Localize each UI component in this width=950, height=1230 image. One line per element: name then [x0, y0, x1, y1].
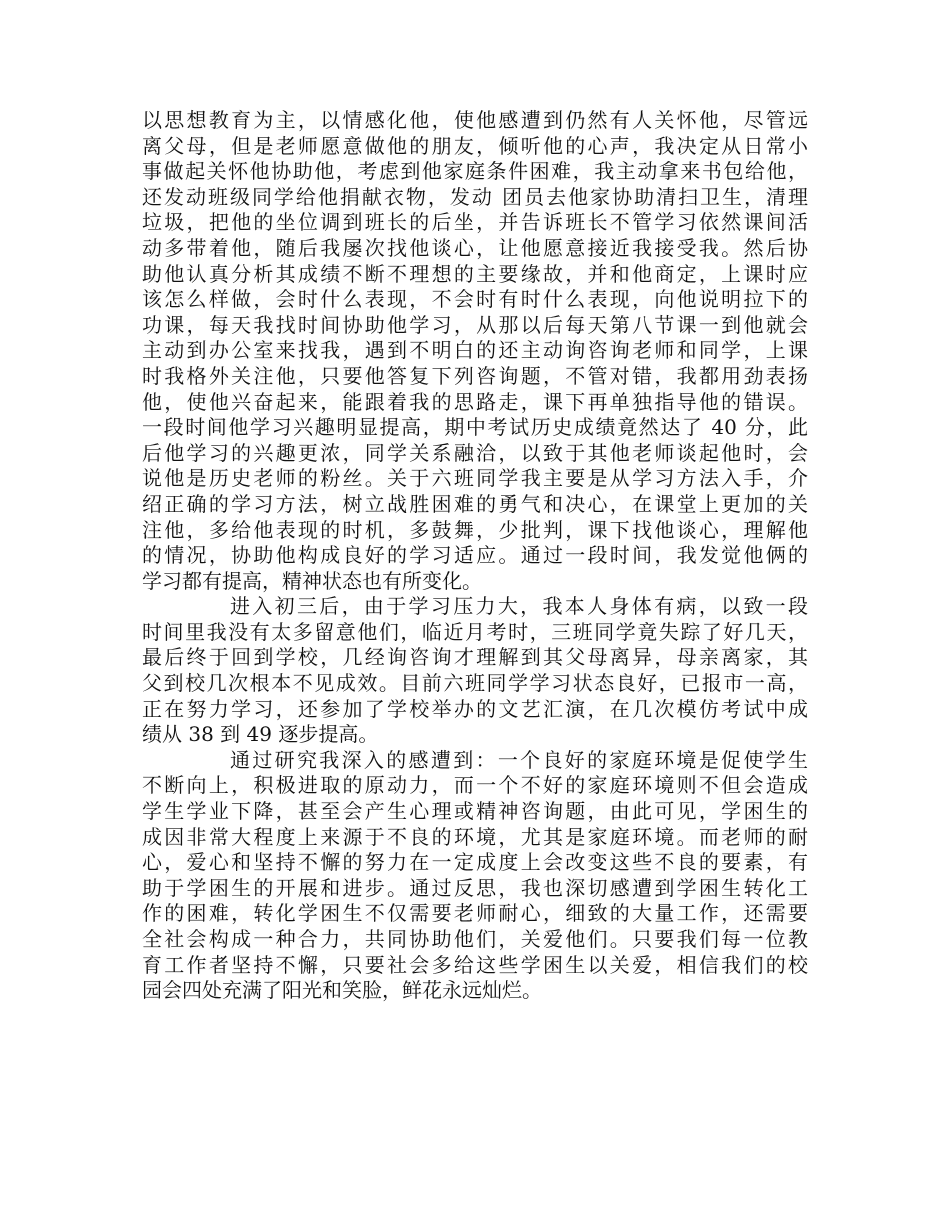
text-line: 一段时间他学习兴趣明显提高，期中考试历史成绩竟然达了 40 分，此 — [142, 415, 808, 440]
text-line: 助于学困生的开展和进步。通过反思，我也深切感遭到学困生转化工 — [142, 875, 808, 900]
text-line: 不断向上，积极进取的原动力，而一个不好的家庭环境则不但会造成 — [142, 773, 808, 798]
text-line: 时我格外关注他，只要他答复下列咨询题，不管对错，我都用劲表扬 — [142, 363, 808, 388]
text-line: 说他是历史老师的粉丝。关于六班同学我主要是从学习方法入手，介 — [142, 466, 808, 491]
text-line: 心，爱心和坚持不懈的努力在一定成度上会改变这些不良的要素，有 — [142, 850, 808, 875]
text-line: 正在努力学习，还参加了学校举办的文艺汇演，在几次模仿考试中成 — [142, 696, 808, 721]
text-line: 助他认真分析其成绩不断不理想的主要缘故，并和他商定，上课时应 — [142, 261, 808, 286]
text-line: 他，使他兴奋起来，能跟着我的思路走，课下再单独指导他的错误。 — [142, 389, 808, 414]
text-line: 通过研究我深入的感遭到：一个良好的家庭环境是促使学生 — [230, 747, 808, 772]
text-line: 该怎么样做，会时什么表现，不会时有时什么表现，向他说明拉下的 — [142, 287, 808, 312]
text-line: 主动到办公室来找我，遇到不明白的还主动询咨询老师和同学，上课 — [142, 338, 808, 363]
text-line: 最后终于回到学校，几经询咨询才理解到其父母离异，母亲离家，其 — [142, 645, 808, 670]
text-line: 的情况，协助他构成良好的学习适应。通过一段时间，我发觉他俩的 — [142, 543, 808, 568]
text-line: 父到校几次根本不见成效。目前六班同学学习状态良好，已报市一高， — [142, 671, 808, 696]
text-line: 时间里我没有太多留意他们，临近月考时，三班同学竟失踪了好几天， — [142, 619, 808, 644]
text-line: 以思想教育为主，以情感化他，使他感遭到仍然有人关怀他，尽管远 — [142, 108, 808, 132]
paragraph-1 — [142, 108, 808, 594]
text-line: 功课，每天我找时间协助他学习，从那以后每天第八节课一到他就会 — [142, 312, 808, 337]
text-line: 进入初三后，由于学习压力大，我本人身体有病，以致一段 — [230, 594, 808, 619]
text-line: 还发动班级同学给他捐献衣物，发动 团员去他家协助清扫卫生，清理 — [142, 184, 808, 209]
text-line: 学习都有提高，精神状态也有所变化。 — [142, 568, 482, 593]
text-line: 成因非常大程度上来源于不良的环境，尤其是家庭环境。而老师的耐 — [142, 824, 808, 849]
text-line: 学生学业下降，甚至会产生心理或精神咨询题，由此可见，学困生的 — [142, 799, 808, 824]
text-line: 垃圾，把他的坐位调到班长的后坐，并告诉班长不管学习依然课间活 — [142, 210, 808, 235]
text-line: 注他，多给他表现的时机，多鼓舞，少批判，课下找他谈心，理解他 — [142, 517, 808, 542]
text-line: 后他学习的兴趣更浓，同学关系融洽，以致于其他老师谈起他时，会 — [142, 440, 808, 465]
text-line: 绩从 38 到 49 逐步提高。 — [142, 722, 379, 747]
text-line: 作的困难，转化学困生不仅需要老师耐心，细致的大量工作，还需要 — [142, 901, 808, 926]
paragraph-2 — [142, 594, 808, 748]
document-page — [142, 108, 808, 1004]
text-line: 园会四处充满了阳光和笑脸，鲜花永远灿烂。 — [142, 978, 542, 1003]
text-line: 育工作者坚持不懈，只要社会多给这些学困生以关爱，相信我们的校 — [142, 952, 808, 977]
text-line: 离父母，但是老师愿意做他的朋友，倾听他的心声，我决定从日常小 — [142, 133, 808, 158]
text-line: 动多带着他，随后我屡次找他谈心，让他愿意接近我接受我。然后协 — [142, 235, 808, 260]
text-line: 事做起关怀他协助他，考虑到他家庭条件困难，我主动拿来书包给他， — [142, 159, 808, 184]
text-line: 全社会构成一种合力，共同协助他们，关爱他们。只要我们每一位教 — [142, 927, 808, 951]
text-line: 绍正确的学习方法，树立战胜困难的勇气和决心，在课堂上更加的关 — [142, 491, 808, 516]
paragraph-3 — [142, 748, 808, 1004]
